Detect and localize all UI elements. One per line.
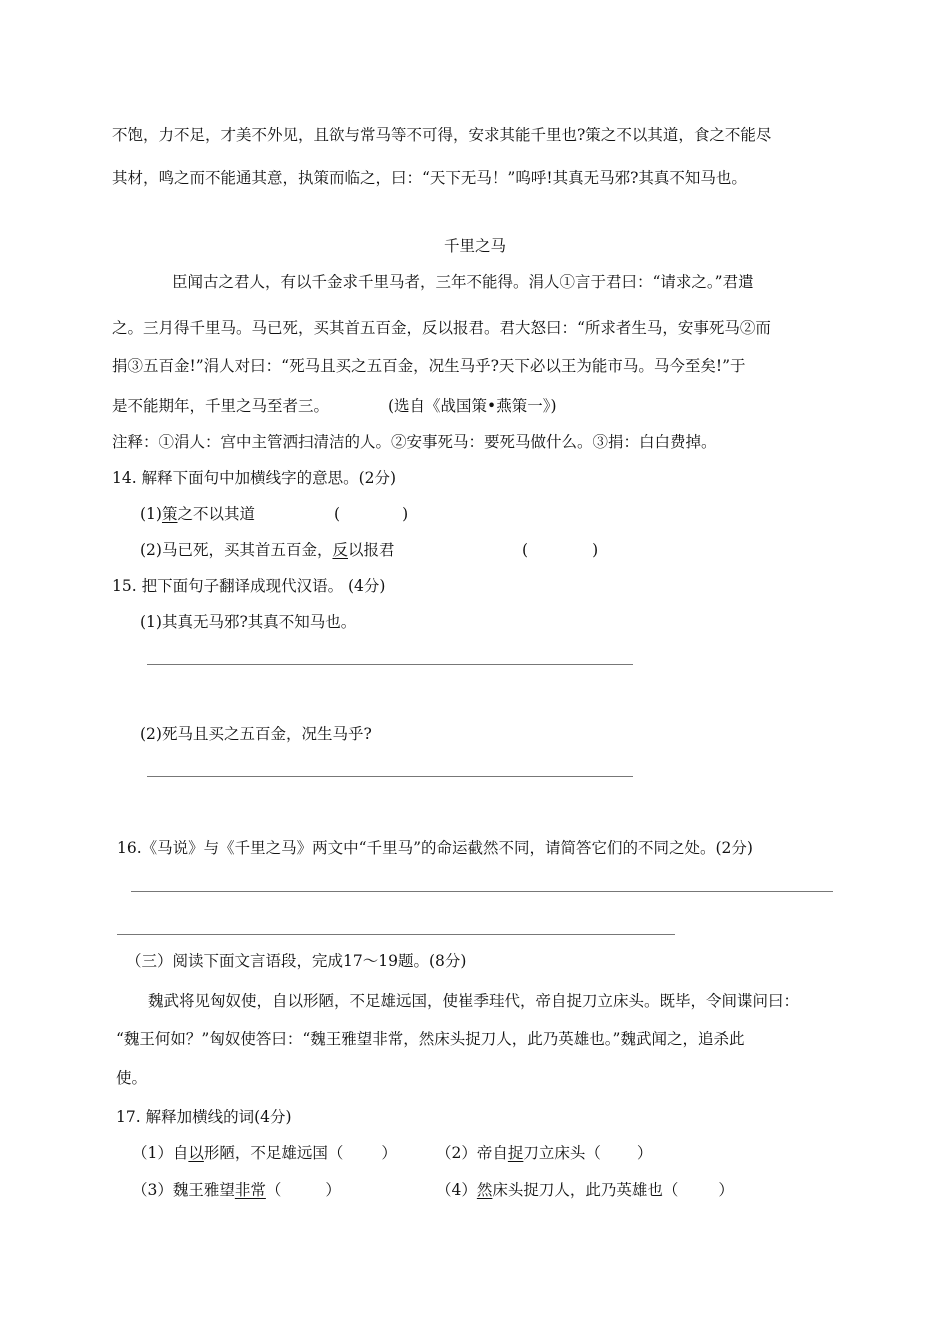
paren-open: ( bbox=[334, 505, 341, 523]
paren-close: ） bbox=[381, 1144, 397, 1162]
underlined-word: 非常 bbox=[234, 1181, 266, 1199]
passage-line: “魏王何如？”匈奴使答曰：“魏王雅望非常，然床头捉刀人，此乃英雄也。”魏武闻之，追杀此 bbox=[116, 1030, 745, 1048]
paren-close: ） bbox=[636, 1144, 653, 1162]
passage-line: 使。 bbox=[116, 1069, 148, 1087]
underlined-word: 以 bbox=[188, 1144, 204, 1162]
passage-line: 不饱，力不足，才美不外见，且欲与常马等不可得，安求其能千里也?策之不以其道，食之不能尽 bbox=[112, 126, 772, 144]
answer-line[interactable] bbox=[117, 934, 675, 935]
question-17-item-4 bbox=[436, 1180, 734, 1200]
item-text: 床头捉刀人，此乃英雄也（ bbox=[492, 1181, 679, 1199]
question-14-stem: 14. 解释下面句中加横线字的意思。(2分) bbox=[112, 469, 397, 487]
answer-line[interactable] bbox=[131, 891, 833, 892]
passage-line: 其材，鸣之而不能通其意，执策而临之，曰：“天下无马！”呜呼!其真无马邪?其真不知马也。 bbox=[112, 169, 747, 187]
item-text: （4） bbox=[436, 1181, 477, 1199]
question-15-item-1: (1)其真无马邪?其真不知马也。 bbox=[140, 613, 357, 631]
item-text: （3）魏王雅望 bbox=[132, 1181, 235, 1199]
passage-source: (选自《战国策•燕策一》) bbox=[388, 397, 557, 415]
answer-line[interactable] bbox=[147, 664, 633, 665]
passage-notes: 注释：①涓人：宫中主管洒扫清洁的人。②安事死马：要死马做什么。③捐：白白费掉。 bbox=[112, 433, 717, 451]
question-15-item-2: (2)死马且买之五百金，况生马乎? bbox=[140, 725, 372, 743]
question-14-item-1 bbox=[140, 504, 255, 524]
passage-line: 魏武将见匈奴使，自以形陋，不足雄远国，使崔季珪代，帝自捉刀立床头。既毕，令间谍问曰： bbox=[148, 992, 800, 1010]
item-prefix: (1) bbox=[140, 505, 162, 523]
underlined-word: 然 bbox=[476, 1181, 493, 1199]
passage-line: 臣闻古之君人，有以千金求千里马者，三年不能得。涓人①言于君曰：“请求之。”君遣 bbox=[172, 273, 754, 291]
passage-line: 捐③五百金!”涓人对曰：“死马且买之五百金，况生马乎?天下必以王为能市马。马今至矣!”于 bbox=[112, 357, 746, 375]
item-text: 之不以其道 bbox=[177, 505, 255, 523]
question-15-stem: 15. 把下面句子翻译成现代汉语。 (4分) bbox=[112, 577, 386, 595]
paren-close: ) bbox=[402, 505, 409, 523]
answer-line[interactable] bbox=[147, 776, 633, 777]
paren-close: ) bbox=[592, 541, 599, 559]
answer-paren[interactable] bbox=[334, 504, 408, 524]
question-17-stem: 17. 解释加横线的词(4分) bbox=[116, 1108, 292, 1126]
passage-title: 千里之马 bbox=[443, 237, 506, 255]
question-14-item-2 bbox=[140, 540, 395, 560]
question-17-item-2 bbox=[436, 1143, 652, 1163]
item-text: （2）帝自 bbox=[436, 1144, 508, 1162]
paren-close: ） bbox=[325, 1181, 341, 1199]
paren-open: ( bbox=[522, 541, 529, 559]
passage-line: 是不能期年，千里之马至者三。 bbox=[112, 397, 330, 415]
underlined-word: 策 bbox=[161, 505, 178, 523]
item-text: （ bbox=[265, 1181, 282, 1199]
answer-paren[interactable] bbox=[522, 540, 598, 560]
paren-close: ） bbox=[718, 1181, 734, 1199]
passage-line: 之。三月得千里马。马已死，买其首五百金，反以报君。君大怒曰：“所求者生马，安事死马②而 bbox=[112, 319, 771, 337]
underlined-word: 反 bbox=[332, 541, 348, 559]
item-text: 形陋，不足雄远国（ bbox=[203, 1144, 344, 1162]
item-text: （1）自 bbox=[132, 1144, 189, 1162]
underlined-word: 捉 bbox=[507, 1144, 524, 1162]
item-text: 以报君 bbox=[347, 541, 395, 559]
question-17-item-3 bbox=[132, 1180, 341, 1200]
question-17-item-1 bbox=[132, 1143, 397, 1163]
section-heading: （三）阅读下面文言语段，完成17～19题。(8分) bbox=[126, 952, 467, 970]
question-16-stem: 16.《马说》与《千里之马》两文中“千里马”的命运截然不同，请简答它们的不同之处。(2分) bbox=[117, 839, 753, 857]
item-text: 刀立床头（ bbox=[523, 1144, 601, 1162]
item-text: (2)马已死，买其首五百金， bbox=[140, 541, 333, 559]
